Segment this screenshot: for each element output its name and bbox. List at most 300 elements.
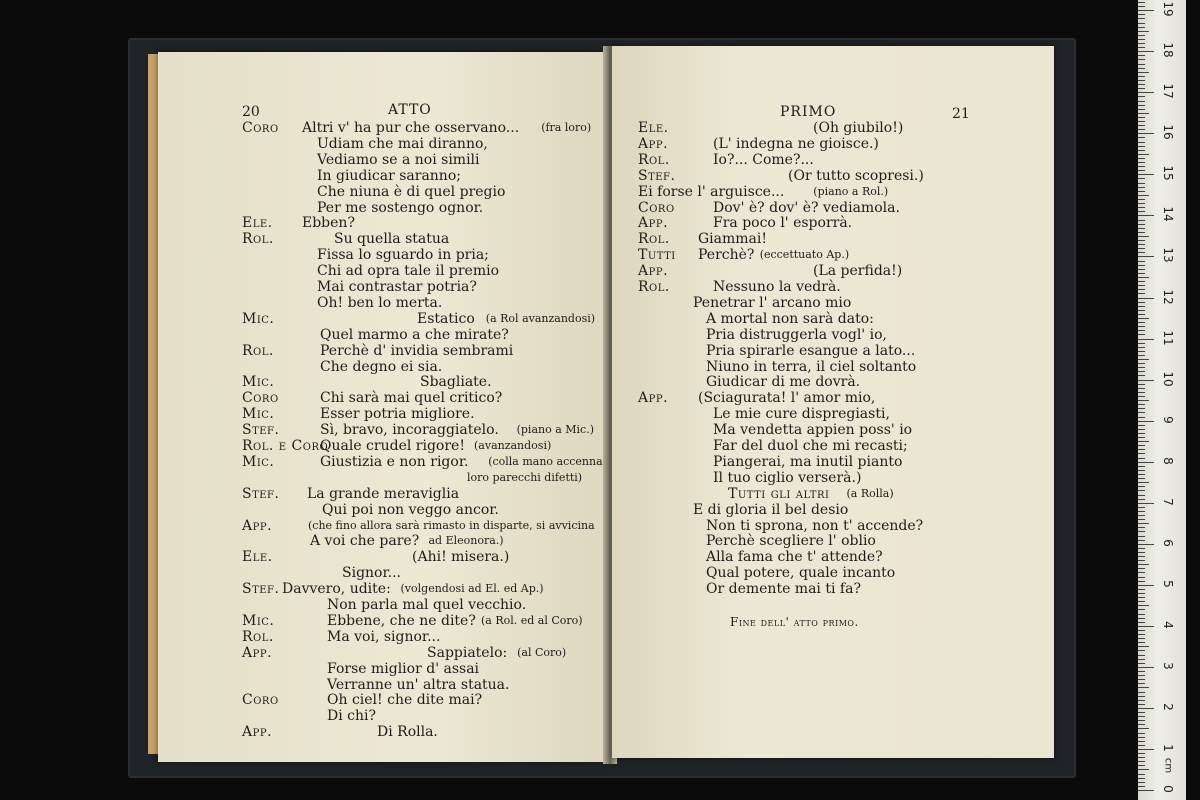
ruler-tick [1138, 252, 1145, 253]
verse-text: Oh ciel! che dite mai? [327, 692, 483, 709]
ruler-tick [1138, 614, 1145, 615]
ruler-tick [1138, 634, 1145, 635]
ruler-tick [1138, 125, 1145, 126]
speaker-label: App. [638, 135, 669, 152]
verse-text: Altri v' ha pur che osservano... [302, 120, 520, 136]
speaker-label: Mic. [242, 453, 275, 470]
verse-text: Quale crudel rigore! [320, 438, 465, 454]
speaker-label: Ele. [242, 215, 273, 232]
ruler-tick [1138, 544, 1154, 545]
verse-text: Ebbene, che ne dite? [327, 612, 476, 629]
ruler-tick [1138, 466, 1145, 467]
verse-text: Tutti gli altri [728, 485, 830, 502]
verse-text: Davvero, udite: [282, 581, 391, 598]
ruler-tick [1138, 765, 1145, 766]
ruler-tick [1138, 215, 1154, 216]
ruler-tick [1138, 577, 1145, 578]
ruler-tick [1138, 495, 1145, 496]
ruler-tick [1138, 564, 1149, 565]
page-number-left: 20 [242, 104, 260, 120]
ruler-tick [1138, 359, 1149, 360]
ruler-tick [1138, 687, 1149, 688]
ruler-tick [1138, 400, 1149, 401]
verse-text: Fissa lo sguardo in pria; [317, 247, 489, 264]
ruler-tick [1138, 609, 1145, 610]
ruler-tick [1138, 589, 1145, 590]
ruler-tick [1138, 183, 1145, 184]
ruler-number: 7 [1161, 497, 1175, 506]
ruler-tick [1138, 318, 1149, 319]
ruler-tick [1138, 117, 1145, 118]
verse-text: Di chi? [327, 708, 376, 725]
ruler-tick [1138, 482, 1149, 483]
verse-text: Giustizia e non rigor. [320, 453, 469, 470]
ruler-tick [1138, 671, 1145, 672]
ruler-tick [1138, 64, 1145, 65]
ruler-tick [1138, 195, 1149, 196]
verse-text: (Sciagurata! l' amor mio, [698, 390, 876, 407]
ruler-tick [1138, 716, 1145, 717]
ruler-tick [1138, 31, 1149, 32]
ruler-tick [1138, 59, 1145, 60]
stage-direction: (colla mano accenna [488, 454, 603, 468]
speaker-label: Stef. [638, 167, 676, 184]
speaker-label: Coro [242, 390, 279, 407]
verse-text: Far del duol che mi recasti; [713, 438, 908, 454]
verse-text: (Ahi! misera.) [412, 549, 510, 566]
ruler-tick [1138, 302, 1145, 303]
ruler-tick [1138, 490, 1145, 491]
ruler-tick [1138, 96, 1145, 97]
ruler-tick [1138, 396, 1145, 397]
ruler-number: 2 [1161, 703, 1175, 711]
ruler-tick [1138, 43, 1145, 44]
verse-text: A voi che pare? [310, 533, 420, 550]
verse-text: A mortal non sarà dato: [706, 310, 874, 327]
ruler-tick [1138, 154, 1149, 155]
speaker-label: Mic. [242, 406, 275, 423]
ruler-number: 0 [1161, 785, 1175, 793]
ruler-tick [1138, 737, 1145, 738]
verse-text: Udiam che mai diranno, [317, 135, 488, 152]
ruler-tick [1138, 236, 1149, 237]
ruler-tick [1138, 445, 1145, 446]
page-number-right: 21 [952, 106, 970, 122]
ruler-tick [1138, 733, 1145, 734]
ruler-tick [1138, 158, 1145, 159]
ruler-tick [1138, 519, 1145, 520]
ruler-tick [1138, 392, 1145, 393]
speaker-label: Coro [242, 120, 279, 136]
stage-direction: (piano a Rol.) [813, 184, 889, 198]
measurement-ruler [1138, 0, 1186, 800]
ruler-tick [1138, 790, 1154, 791]
ruler-tick [1138, 523, 1149, 524]
ruler-tick [1138, 367, 1145, 368]
verse-text: Alla fama che t' attende? [706, 549, 883, 566]
ruler-tick [1138, 425, 1145, 426]
ruler-tick [1138, 650, 1145, 651]
ruler-tick [1138, 761, 1145, 762]
ruler-tick [1138, 133, 1154, 134]
verse-text: Ei forse l' arguisce... [638, 183, 785, 200]
ruler-number: 9 [1161, 415, 1175, 424]
ruler-tick [1138, 129, 1145, 130]
verse-text: Per me sostengo ognor. [317, 199, 484, 216]
ruler-tick [1138, 211, 1145, 212]
ruler-number: 10 [1161, 370, 1175, 387]
speaker-label: App. [638, 390, 669, 407]
speaker-label: App. [242, 724, 273, 741]
ruler-number: 4 [1161, 621, 1175, 629]
ruler-tick [1138, 162, 1145, 163]
verse-text: Ebben? [302, 215, 355, 232]
ruler-tick [1138, 753, 1145, 754]
ruler-tick [1138, 597, 1145, 598]
ruler-tick [1138, 2, 1145, 3]
speaker-label: App. [638, 215, 669, 232]
ruler-tick [1138, 412, 1145, 413]
ruler-tick [1138, 655, 1145, 656]
verse-text: Perchè d' invidia sembrami [320, 342, 514, 359]
ruler-tick [1138, 749, 1154, 750]
ruler-tick [1138, 92, 1154, 93]
ruler-tick [1138, 478, 1145, 479]
verse-text: Quel marmo a che mirate? [320, 326, 509, 343]
running-head-right: PRIMO [780, 104, 837, 120]
ruler-tick [1138, 314, 1145, 315]
ruler-tick [1138, 256, 1154, 257]
verse-text: (La perfida!) [813, 263, 903, 280]
ruler-tick [1138, 170, 1145, 171]
ruler-tick [1138, 675, 1145, 676]
ruler-tick [1138, 187, 1145, 188]
ruler-tick [1138, 51, 1154, 52]
ruler-tick [1138, 248, 1145, 249]
ruler-tick [1138, 298, 1154, 299]
stage-direction: loro parecchi difetti) [467, 470, 583, 484]
ruler-number: 12 [1161, 288, 1175, 305]
ruler-tick [1138, 630, 1145, 631]
ruler-tick [1138, 14, 1145, 15]
speaker-label: Mic. [242, 374, 275, 391]
ruler-tick [1138, 556, 1145, 557]
ruler-tick [1138, 121, 1145, 122]
ruler-tick [1138, 6, 1145, 7]
ruler-tick [1138, 244, 1145, 245]
ruler-tick [1138, 35, 1145, 36]
speaker-label: Rol. [638, 231, 670, 248]
ruler-tick [1138, 453, 1145, 454]
ruler-tick [1138, 281, 1145, 282]
ruler-tick [1138, 769, 1149, 770]
ruler-tick [1138, 605, 1149, 606]
ruler-tick [1138, 581, 1145, 582]
ruler-tick [1138, 462, 1154, 463]
end-of-act-note: Fine dell' atto primo. [730, 615, 859, 629]
verse-text: Perchè? [698, 247, 755, 264]
ruler-tick [1138, 240, 1145, 241]
ruler-tick [1138, 277, 1149, 278]
ruler-number: 13 [1161, 247, 1175, 264]
verse-text: La grande meraviglia [307, 485, 460, 502]
ruler-tick [1138, 724, 1145, 725]
ruler-tick [1138, 531, 1145, 532]
verse-text: Dov' è? dov' è? vediamola. [713, 199, 900, 216]
ruler-tick [1138, 692, 1145, 693]
ruler-tick [1138, 404, 1145, 405]
ruler-tick [1138, 745, 1145, 746]
ruler-tick [1138, 433, 1145, 434]
ruler-tick [1138, 618, 1145, 619]
verse-text: Qui poi non veggo ancor. [322, 501, 499, 518]
verse-text: Che niuna è di quel pregio [317, 183, 506, 200]
ruler-tick [1138, 659, 1145, 660]
ruler-tick [1138, 593, 1145, 594]
verse-text: Non ti sprona, non t' accende? [706, 517, 924, 534]
ruler-tick [1138, 700, 1145, 701]
ruler-tick [1138, 388, 1145, 389]
stage-direction: (fra loro) [541, 121, 592, 134]
verse-text: Sappiatelo: [427, 644, 508, 661]
speaker-label: App. [638, 263, 669, 280]
speaker-label: Coro [638, 199, 675, 216]
ruler-tick [1138, 568, 1145, 569]
ruler-number: 17 [1161, 83, 1175, 99]
ruler-tick [1138, 228, 1145, 229]
verse-text: Niuno in terra, il ciel soltanto [706, 358, 917, 375]
speaker-label: Rol. [638, 151, 670, 168]
verse-text: Fra poco l' esporrà. [713, 215, 853, 232]
ruler-tick [1138, 285, 1145, 286]
ruler-tick [1138, 265, 1145, 266]
ruler-tick [1138, 339, 1154, 340]
ruler-tick [1138, 322, 1145, 323]
ruler-tick [1138, 142, 1145, 143]
ruler-tick [1138, 774, 1145, 775]
ruler-tick [1138, 638, 1145, 639]
ruler-number: 3 [1161, 662, 1175, 670]
ruler-tick [1138, 326, 1145, 327]
ruler-tick [1138, 199, 1145, 200]
verse-text: Pria spirarle esangue a lato... [706, 342, 916, 359]
speaker-label: Ele. [242, 549, 273, 566]
stage-direction: (al Coro) [517, 645, 567, 659]
ruler-tick [1138, 458, 1145, 459]
ruler-tick [1138, 68, 1145, 69]
ruler-tick [1138, 601, 1145, 602]
ruler-tick [1138, 191, 1145, 192]
verse-text: Giudicar di me dovrà. [706, 374, 861, 391]
ruler-tick [1138, 113, 1149, 114]
verse-text: Ma voi, signor... [327, 628, 441, 645]
speaker-label: Ele. [638, 120, 669, 136]
ruler-tick [1138, 757, 1145, 758]
verse-text: Piangerai, ma inutil pianto [713, 453, 903, 470]
ruler-tick [1138, 289, 1145, 290]
ruler-tick [1138, 351, 1145, 352]
ruler-tick [1138, 540, 1145, 541]
ruler-tick [1138, 207, 1145, 208]
ruler-tick [1138, 646, 1149, 647]
ruler-tick [1138, 334, 1145, 335]
speaker-label: Rol. [242, 628, 274, 645]
ruler-tick [1138, 261, 1145, 262]
ruler-tick [1138, 39, 1145, 40]
ruler-number: 11 [1161, 329, 1175, 346]
ruler-tick [1138, 679, 1145, 680]
ruler-tick [1138, 782, 1145, 783]
ruler-tick [1138, 778, 1145, 779]
verse-text: Or demente mai ti fa? [706, 581, 861, 598]
ruler-tick [1138, 552, 1145, 553]
ruler-tick [1138, 622, 1145, 623]
speaker-label: Rol. [638, 279, 670, 295]
ruler-number: 18 [1161, 42, 1175, 58]
stage-direction: (a Rol avanzandosi) [485, 311, 596, 325]
verse-text: Esser potria migliore. [320, 406, 475, 423]
verse-text: Penetrar l' arcano mio [693, 294, 852, 311]
verse-text: Su quella statua [334, 231, 450, 248]
ruler-tick [1138, 683, 1145, 684]
verse-text: Sbagliate. [420, 374, 492, 391]
ruler-tick [1138, 449, 1145, 450]
stage-direction: (a Rolla) [846, 486, 894, 500]
stage-direction: (che fino allora sarà rimasto in disparte, si avvicina [308, 518, 595, 532]
ruler-tick [1138, 511, 1145, 512]
ruler-number: 14 [1161, 206, 1175, 223]
speaker-label: Coro [242, 692, 279, 709]
ruler-tick [1138, 375, 1145, 376]
ruler-tick [1138, 355, 1145, 356]
ruler-tick [1138, 421, 1154, 422]
ruler-tick [1138, 642, 1145, 643]
ruler-tick [1138, 224, 1145, 225]
ruler-tick [1138, 18, 1145, 19]
ruler-tick [1138, 174, 1154, 175]
ruler-tick [1138, 293, 1145, 294]
ruler-tick [1138, 306, 1145, 307]
stage-direction: (avanzandosi) [474, 439, 552, 452]
verse-text: In giudicar saranno; [317, 167, 461, 184]
verse-text: Mai contrastar potria? [317, 279, 477, 295]
ruler-tick [1138, 146, 1145, 147]
ruler-number: 1 [1161, 744, 1175, 752]
speaker-label: Stef. [242, 581, 280, 598]
speaker-label: Mic. [242, 310, 275, 327]
ruler-tick [1138, 178, 1145, 179]
ruler-tick [1138, 417, 1145, 418]
ruler-tick [1138, 696, 1145, 697]
speaker-label: Rol. [242, 231, 274, 248]
verse-text: Che degno ei sia. [320, 358, 443, 375]
ruler-tick [1138, 536, 1145, 537]
ruler-tick [1138, 105, 1145, 106]
verse-text: Verranne un' altra statua. [327, 676, 510, 693]
ruler-tick [1138, 47, 1145, 48]
verse-text: Forse miglior d' assai [327, 660, 480, 677]
verse-text: Giammai! [698, 231, 768, 248]
ruler-tick [1138, 384, 1145, 385]
ruler-tick [1138, 437, 1145, 438]
ruler-tick [1138, 55, 1145, 56]
ruler-tick [1138, 572, 1145, 573]
verse-text: Estatico [417, 310, 475, 327]
ruler-tick [1138, 380, 1154, 381]
ruler-tick [1138, 507, 1145, 508]
stage-direction: (piano a Mic.) [516, 423, 594, 437]
ruler-tick [1138, 663, 1145, 664]
ruler-tick [1138, 515, 1145, 516]
ruler-tick [1138, 84, 1145, 85]
stage-direction: ad Eleonora.) [428, 534, 504, 548]
verse-text: Il tuo ciglio verserà.) [713, 469, 862, 486]
verse-text: Qual potere, quale incanto [706, 565, 896, 582]
ruler-tick [1138, 486, 1145, 487]
right-page [612, 46, 1054, 758]
ruler-tick [1138, 347, 1145, 348]
verse-text: (L' indegna ne gioisce.) [713, 135, 879, 152]
ruler-tick [1138, 667, 1154, 668]
speaker-label: Stef. [242, 485, 280, 502]
ruler-tick [1138, 503, 1154, 504]
ruler-tick [1138, 560, 1145, 561]
verse-text: Chi sarà mai quel critico? [320, 390, 503, 407]
ruler-number: 16 [1161, 124, 1175, 140]
speaker-label: Tutti [638, 247, 676, 264]
ruler-tick [1138, 470, 1145, 471]
ruler-tick [1138, 371, 1145, 372]
ruler-tick [1138, 27, 1145, 28]
ruler-tick [1138, 720, 1145, 721]
ruler-tick [1138, 585, 1154, 586]
ruler-tick [1138, 150, 1145, 151]
verse-text: Chi ad opra tale il premio [317, 263, 500, 280]
ruler-tick [1138, 626, 1154, 627]
ruler-number: 8 [1161, 456, 1175, 465]
speaker-label: Rol. [242, 342, 274, 359]
ruler-tick [1138, 88, 1145, 89]
ruler-tick [1138, 109, 1145, 110]
ruler-tick [1138, 704, 1145, 705]
ruler-tick [1138, 232, 1145, 233]
ruler-tick [1138, 310, 1145, 311]
ruler-tick [1138, 10, 1154, 11]
ruler-number: 6 [1161, 538, 1175, 547]
ruler-tick [1138, 330, 1145, 331]
ruler-tick [1138, 23, 1145, 24]
ruler-tick [1138, 708, 1154, 709]
left-page [158, 52, 608, 762]
ruler-tick [1138, 527, 1145, 528]
verse-text: Le mie cure dispregiasti, [713, 406, 890, 423]
verse-text: E di gloria il bel desio [693, 501, 849, 518]
ruler-tick [1138, 269, 1145, 270]
verse-text: Di Rolla. [377, 724, 438, 741]
ruler-tick [1138, 429, 1145, 430]
verse-text: Non parla mal quel vecchio. [327, 597, 527, 613]
ruler-tick [1138, 203, 1145, 204]
ruler-tick [1138, 441, 1149, 442]
speaker-label: Mic. [242, 612, 275, 629]
ruler-tick [1138, 728, 1149, 729]
ruler-tick [1138, 137, 1145, 138]
verse-text: Nessuno la vedrà. [713, 279, 841, 295]
stage-direction: (a Rol. ed al Coro) [481, 613, 583, 627]
verse-text: Oh! ben lo merta. [317, 294, 443, 311]
speaker-label: App. [242, 517, 273, 534]
verse-text: Signor... [342, 565, 401, 582]
